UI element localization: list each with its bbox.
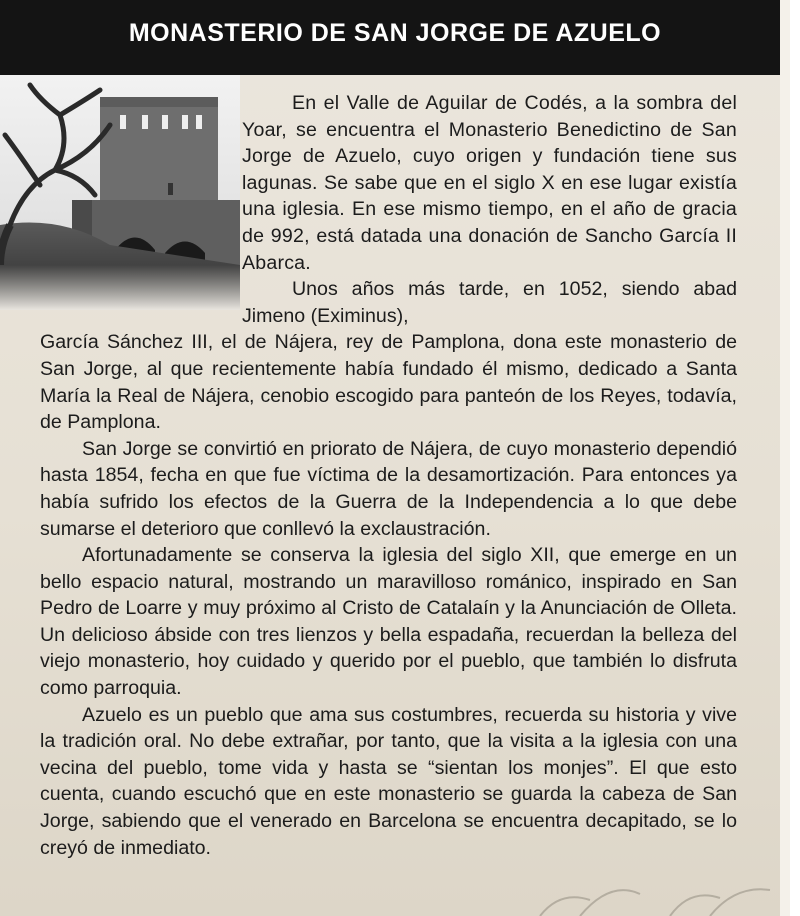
paragraph-3: San Jorge se convirtió en priorato de Nájera, de cuyo monasterio dependió hasta 1854, fecha en que fue víctima de la desamortización. Para entonces ya había sufrido los efectos de la Guerra de la Independencia a lo que debe sumarse el deterioro que conllevó la exclaustración.	[40, 437, 737, 540]
article-body	[40, 90, 737, 861]
paragraph-2a: Unos años más tarde, en 1052, siendo abad Jimeno (Eximinus),	[242, 278, 737, 327]
title-bar	[0, 0, 790, 75]
paragraph-5: Azuelo es un pueblo que ama sus costumbres, recuerda su historia y vive la tradición oral. No debe extrañar, por tanto, que la visita a la iglesia con una vecina del pueblo, tome vida y hasta se “sientan los monjes”. El que esto cuenta, cuando escuchó que en este monasterio se guarda la cabeza de San Jorge, sabiendo que el venerado en Barcelona se encuentra decapitado, se lo creyó de inmediato.	[40, 703, 737, 859]
paragraph-4: Afortunadamente se conserva la iglesia del siglo XII, que emerge en un bello espacio natural, mostrando un maravilloso románico, inspirado en San Pedro de Loarre y muy próximo al Cristo de Catalaín y la Anunciación de Olleta. Un delicioso ábside con tres lienzos y bella espadaña, recuerdan la belleza del viejo monasterio, hoy cuidado y querido por el pueblo, que también lo disfruta como parroquia.	[40, 544, 737, 700]
paragraph-2b: García Sánchez III, el de Nájera, rey de Pamplona, dona este monasterio de San Jorge, al que recientemente había fundado él mismo, dedicado a Santa María la Real de Nájera, cenobio escogido para panteón de los Reyes, todavía, de Pamplona.	[40, 331, 737, 434]
page-title: MONASTERIO DE SAN JORGE DE AZUELO	[128, 19, 662, 47]
decorative-branches-icon	[520, 860, 790, 916]
paragraph-1: En el Valle de Aguilar de Codés, a la sombra del Yoar, se encuentra el Monasterio Benedictino de San Jorge de Azuelo, cuyo origen y fundación tiene sus lagunas. Se sabe que en el siglo X en ese lugar existía una iglesia. En ese mismo tiempo, en el año de gracia de 992, está datada una donación de Sancho García II Abarca.	[242, 92, 737, 274]
